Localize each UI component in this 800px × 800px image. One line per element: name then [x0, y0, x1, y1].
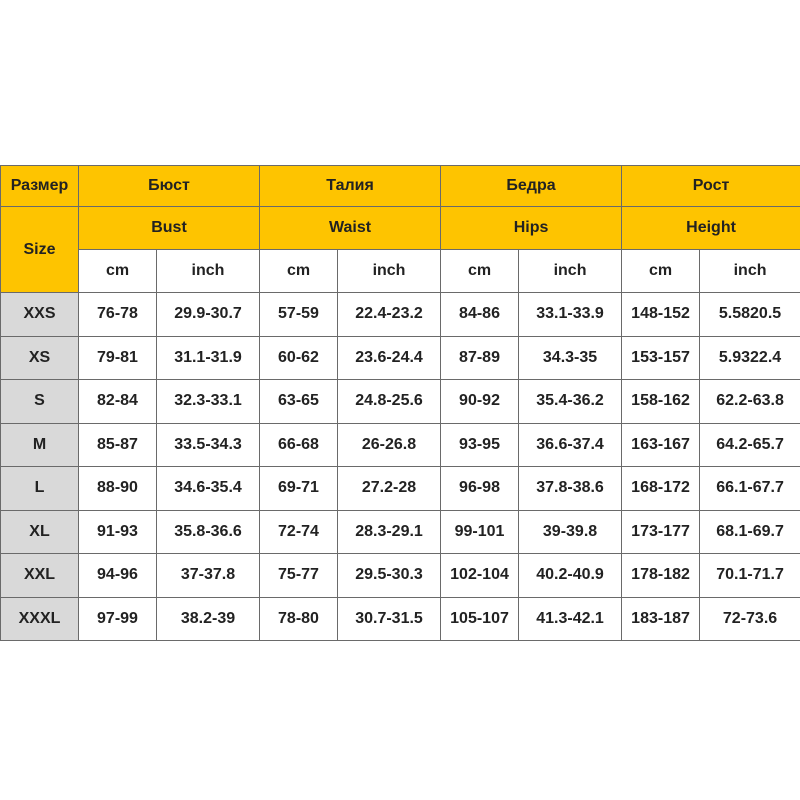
hips-inch-cell: 33.1-33.9	[519, 293, 622, 337]
size-cell: XS	[1, 336, 79, 380]
size-cell: XXXL	[1, 597, 79, 641]
table-row	[1, 380, 800, 424]
waist-inch-cell: 28.3-29.1	[338, 510, 441, 554]
height-cm-cell: 168-172	[622, 467, 700, 511]
table-row	[1, 554, 800, 598]
bust-inch-cell: 29.9-30.7	[157, 293, 260, 337]
height-cm-cell: 148-152	[622, 293, 700, 337]
waist-inch-cell: 24.8-25.6	[338, 380, 441, 424]
size-cell: XXS	[1, 293, 79, 337]
header-size-en: Size	[1, 207, 79, 293]
header-waist-en: Waist	[260, 207, 441, 250]
height-inch-cell: 5.9322.4	[700, 336, 800, 380]
unit-inch-height: inch	[700, 250, 800, 293]
height-cm-cell: 163-167	[622, 423, 700, 467]
hips-cm-cell: 84-86	[441, 293, 519, 337]
size-cell: XL	[1, 510, 79, 554]
header-bust-en: Bust	[79, 207, 260, 250]
unit-inch-hips: inch	[519, 250, 622, 293]
unit-cm-bust: cm	[79, 250, 157, 293]
header-waist-ru: Талия	[260, 166, 441, 207]
height-cm-cell: 183-187	[622, 597, 700, 641]
bust-cm-cell: 79-81	[79, 336, 157, 380]
hips-inch-cell: 40.2-40.9	[519, 554, 622, 598]
bust-inch-cell: 34.6-35.4	[157, 467, 260, 511]
hips-cm-cell: 90-92	[441, 380, 519, 424]
waist-cm-cell: 72-74	[260, 510, 338, 554]
waist-inch-cell: 26-26.8	[338, 423, 441, 467]
waist-inch-cell: 30.7-31.5	[338, 597, 441, 641]
hips-inch-cell: 34.3-35	[519, 336, 622, 380]
table-row	[1, 293, 800, 337]
header-row-russian	[1, 166, 800, 207]
bust-cm-cell: 82-84	[79, 380, 157, 424]
unit-cm-height: cm	[622, 250, 700, 293]
waist-cm-cell: 78-80	[260, 597, 338, 641]
bust-inch-cell: 38.2-39	[157, 597, 260, 641]
header-row-units	[1, 250, 800, 293]
hips-cm-cell: 93-95	[441, 423, 519, 467]
header-hips-en: Hips	[441, 207, 622, 250]
hips-inch-cell: 39-39.8	[519, 510, 622, 554]
waist-cm-cell: 57-59	[260, 293, 338, 337]
hips-cm-cell: 87-89	[441, 336, 519, 380]
bust-inch-cell: 37-37.8	[157, 554, 260, 598]
height-inch-cell: 66.1-67.7	[700, 467, 800, 511]
height-inch-cell: 70.1-71.7	[700, 554, 800, 598]
waist-cm-cell: 75-77	[260, 554, 338, 598]
height-inch-cell: 5.5820.5	[700, 293, 800, 337]
height-cm-cell: 153-157	[622, 336, 700, 380]
waist-inch-cell: 23.6-24.4	[338, 336, 441, 380]
waist-cm-cell: 63-65	[260, 380, 338, 424]
header-hips-ru: Бедра	[441, 166, 622, 207]
height-inch-cell: 64.2-65.7	[700, 423, 800, 467]
table-row	[1, 336, 800, 380]
bust-inch-cell: 35.8-36.6	[157, 510, 260, 554]
height-cm-cell: 173-177	[622, 510, 700, 554]
height-inch-cell: 68.1-69.7	[700, 510, 800, 554]
height-cm-cell: 178-182	[622, 554, 700, 598]
waist-inch-cell: 29.5-30.3	[338, 554, 441, 598]
hips-cm-cell: 99-101	[441, 510, 519, 554]
table-row	[1, 423, 800, 467]
height-inch-cell: 72-73.6	[700, 597, 800, 641]
waist-cm-cell: 69-71	[260, 467, 338, 511]
hips-inch-cell: 35.4-36.2	[519, 380, 622, 424]
hips-cm-cell: 105-107	[441, 597, 519, 641]
unit-inch-bust: inch	[157, 250, 260, 293]
hips-cm-cell: 96-98	[441, 467, 519, 511]
unit-cm-waist: cm	[260, 250, 338, 293]
unit-inch-waist: inch	[338, 250, 441, 293]
height-cm-cell: 158-162	[622, 380, 700, 424]
bust-cm-cell: 94-96	[79, 554, 157, 598]
hips-cm-cell: 102-104	[441, 554, 519, 598]
size-cell: S	[1, 380, 79, 424]
table-row	[1, 510, 800, 554]
bust-cm-cell: 88-90	[79, 467, 157, 511]
bust-inch-cell: 31.1-31.9	[157, 336, 260, 380]
waist-inch-cell: 22.4-23.2	[338, 293, 441, 337]
header-size-ru: Размер	[1, 166, 79, 207]
bust-cm-cell: 76-78	[79, 293, 157, 337]
hips-inch-cell: 41.3-42.1	[519, 597, 622, 641]
waist-inch-cell: 27.2-28	[338, 467, 441, 511]
bust-cm-cell: 97-99	[79, 597, 157, 641]
waist-cm-cell: 66-68	[260, 423, 338, 467]
size-cell: M	[1, 423, 79, 467]
hips-inch-cell: 37.8-38.6	[519, 467, 622, 511]
bust-cm-cell: 91-93	[79, 510, 157, 554]
size-cell: L	[1, 467, 79, 511]
header-height-en: Height	[622, 207, 800, 250]
size-chart-table	[0, 165, 800, 641]
waist-cm-cell: 60-62	[260, 336, 338, 380]
bust-inch-cell: 33.5-34.3	[157, 423, 260, 467]
bust-inch-cell: 32.3-33.1	[157, 380, 260, 424]
height-inch-cell: 62.2-63.8	[700, 380, 800, 424]
header-bust-ru: Бюст	[79, 166, 260, 207]
unit-cm-hips: cm	[441, 250, 519, 293]
header-height-ru: Рост	[622, 166, 800, 207]
size-cell: XXL	[1, 554, 79, 598]
header-row-english	[1, 207, 800, 250]
table-row	[1, 467, 800, 511]
hips-inch-cell: 36.6-37.4	[519, 423, 622, 467]
table-row	[1, 597, 800, 641]
bust-cm-cell: 85-87	[79, 423, 157, 467]
